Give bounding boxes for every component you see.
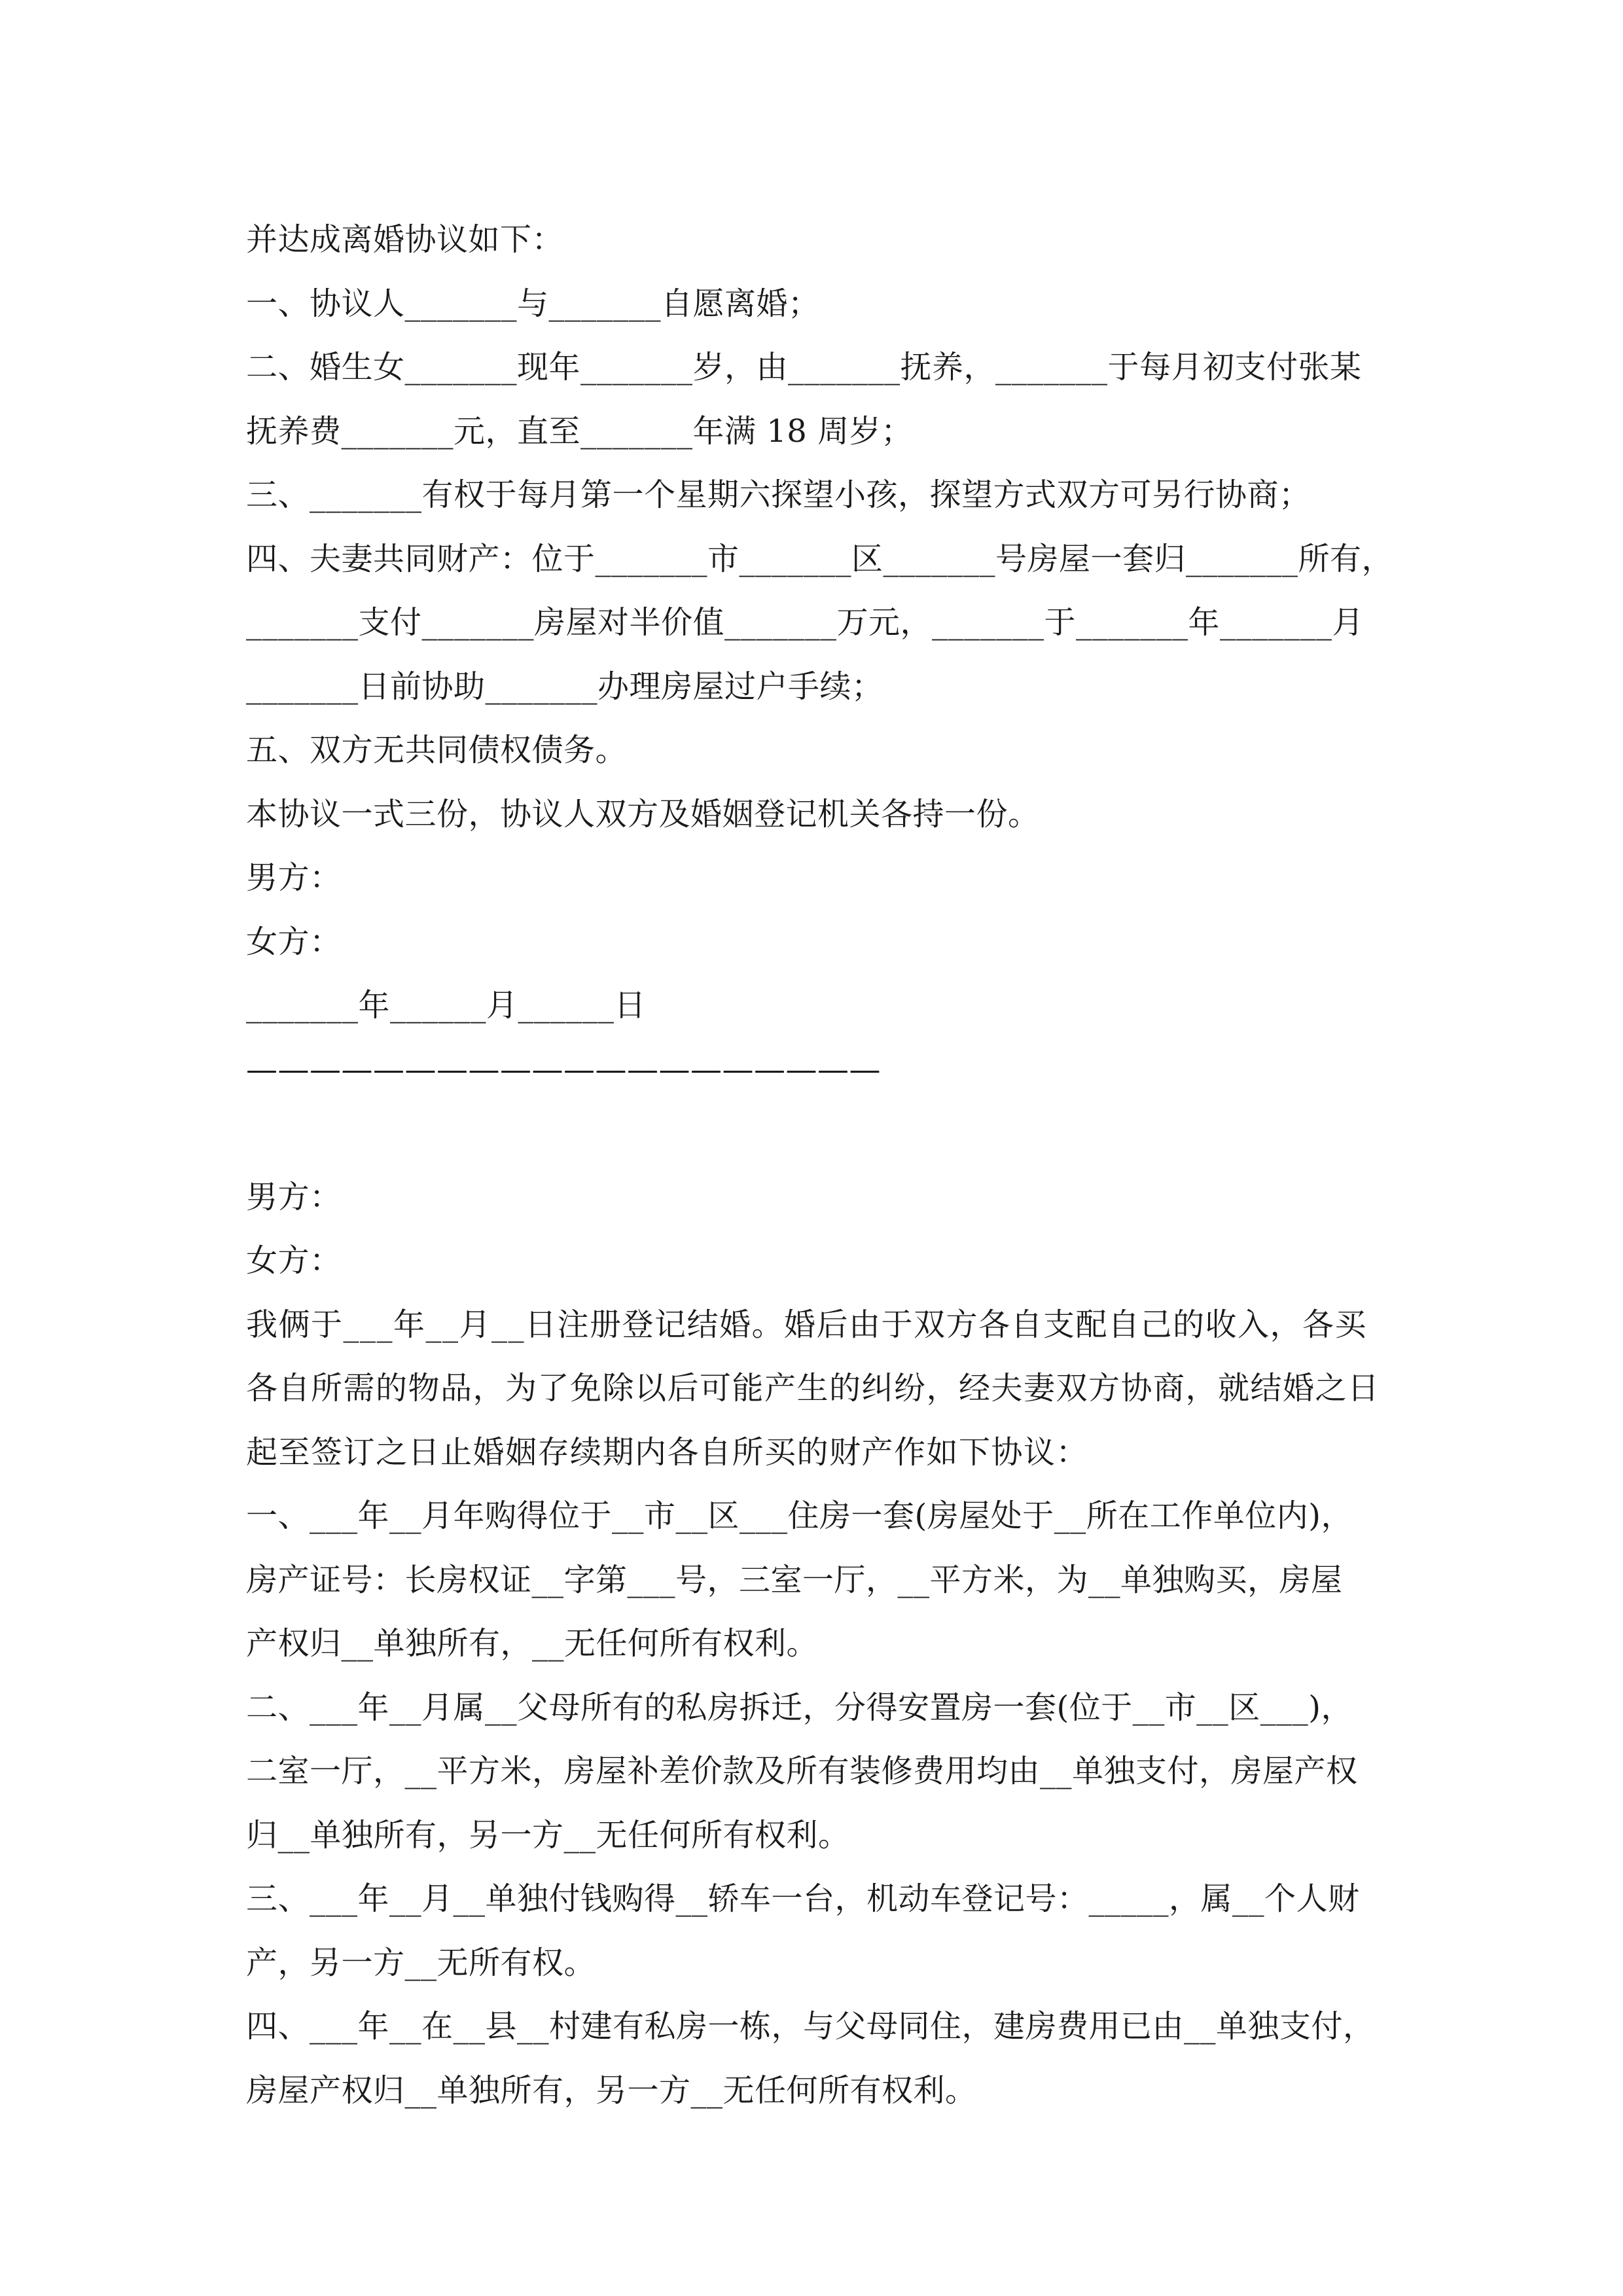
property-intro-2: 各自所需的物品，为了免除以后可能产生的纠纷，经夫妻双方协商，就结婚之日 — [246, 1370, 1380, 1407]
property-clause-2a: 二、___年__月属__父母所有的私房拆迁，分得安置房一套(位于__市__区___)， — [246, 1689, 1353, 1726]
blank-spacer — [246, 1102, 1385, 1166]
property-intro-1: 我俩于___年__月__日注册登记结婚。婚后由于双方各自支配自己的收入，各买 — [246, 1306, 1368, 1343]
clause-4-payment: _______支付_______房屋对半价值_______万元，_______于_______年_______月 — [246, 604, 1364, 641]
clause-2-child-custody: 二、婚生女_______现年_______岁，由_______抚养，_______于每月初支付张某 — [246, 349, 1362, 386]
signature-female-1: 女方： — [246, 923, 342, 960]
agreement-intro: 并达成离婚协议如下： — [246, 221, 564, 258]
property-clause-2c: 归__单独所有，另一方__无任何所有权利。 — [246, 1816, 850, 1854]
clause-2-child-support: 抚养费_______元，直至_______年满 18 周岁； — [246, 412, 913, 450]
property-clause-1b: 房产证号：长房权证__字第___号，三室一厅，__平方米，为__单独购买，房屋 — [246, 1561, 1343, 1598]
signature-date: _______年______月______日 — [246, 987, 647, 1024]
signature-female-2: 女方： — [246, 1242, 342, 1279]
property-clause-1a: 一、___年__月年购得位于__市__区___住房一套(房屋处于__所在工作单位内)， — [246, 1498, 1353, 1534]
property-clause-1c: 产权归__单独所有，__无任何所有权利。 — [246, 1625, 819, 1662]
section-divider: ———————————————————— — [246, 1050, 881, 1088]
signature-male-1: 男方： — [246, 859, 342, 896]
copies-statement: 本协议一式三份，协议人双方及婚姻登记机关各持一份。 — [246, 795, 1040, 833]
clause-3-visitation: 三、_______有权于每月第一个星期六探望小孩，探望方式双方可另行协商； — [246, 476, 1311, 513]
property-clause-3a: 三、___年__月__单独付钱购得__轿车一台，机动车登记号：_____，属__个人财 — [246, 1880, 1360, 1917]
clause-4-transfer: _______日前协助_______办理房屋过户手续； — [246, 668, 883, 705]
clause-5-debts: 五、双方无共同债权债务。 — [246, 732, 628, 768]
signature-male-2: 男方： — [246, 1178, 342, 1215]
property-clause-4a: 四、___年__在__县__村建有私房一栋，与父母同住，建房费用已由__单独支付， — [246, 2008, 1375, 2045]
property-intro-3: 起至签订之日止婚姻存续期内各自所买的财产作如下协议： — [246, 1433, 1089, 1471]
property-clause-3b: 产，另一方__无所有权。 — [246, 1944, 596, 1981]
property-clause-4b: 房屋产权归__单独所有，另一方__无任何所有权利。 — [246, 2072, 977, 2109]
clause-4-joint-property: 四、夫妻共同财产：位于_______市_______区_______号房屋一套归_______所有， — [246, 540, 1394, 577]
clause-1-voluntary-divorce: 一、协议人_______与_______自愿离婚； — [246, 285, 820, 322]
document-body — [246, 208, 1394, 2123]
property-clause-2b: 二室一厅，__平方米，房屋补差价款及所有装修费用均由__单独支付，房屋产权 — [246, 1753, 1358, 1789]
